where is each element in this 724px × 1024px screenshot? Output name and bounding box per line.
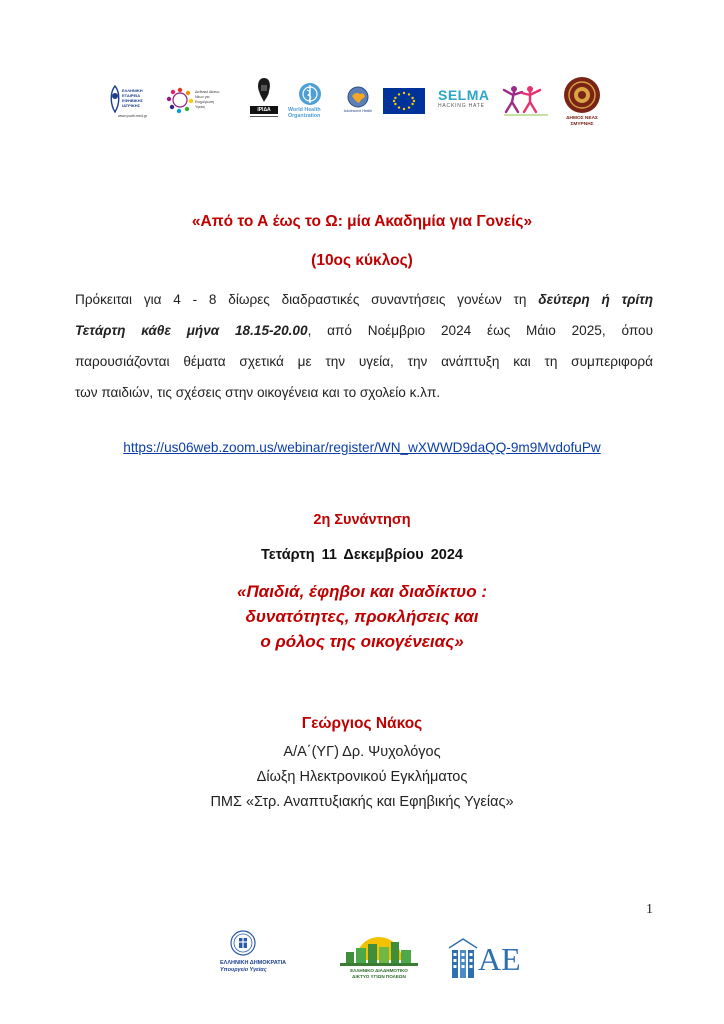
zoom-register-link[interactable]: https://us06web.zoom.us/webinar/register/WN_wXWWD9daQQ-9m9MvdofuPw [123,440,601,455]
greek-emblem-icon [230,930,256,956]
city-skyline-icon [336,930,422,966]
meeting-topic: «Παιδιά, έφηβοι και διαδίκτυο : δυνατότητες, προκλήσεις και ο ρόλος της οικογένειας» [237,582,487,651]
irida-logo: ΙΡΙΔΑ [244,76,284,122]
eeei-url: www.youth-med.gr [118,114,147,118]
cycle-label: (10ος κύκλος) [311,252,413,269]
figures-logo [500,84,552,120]
jumping-figures-icon [500,84,552,118]
statue-head-icon [254,76,274,104]
people-circle-icon [166,86,194,114]
meeting-label: 2η Συνάντηση [313,512,411,528]
hellenic-republic-logo: ΕΛΛΗΝΙΚΗ ΔΗΜΟΚΡΑΤΙΑ Υπουργείο Υγείας [220,930,312,986]
meeting-date: Τετάρτη 11 Δεκεμβρίου 2024 [261,547,463,563]
selma-logo: SELMA HACKING HATE [438,87,490,109]
speaker-name: Γεώργιος Νάκος [301,715,423,732]
eeei-logo: ΕΛΛΗΝΙΚΗ ΕΤΑΙΡΕΙΑ ΕΦΗΒΙΚΗΣ ΙΑΤΡΙΚΗΣ www.youth-med.gr [108,82,158,122]
ae-logo: ΑΕ [446,934,524,984]
healthy-cities-logo: ΕΛΛΗΝΙΚΟ ΔΙΑΔΗΜΟΤΙΚΟ ΔΙΚΤΥΟ ΥΓΙΩΝ ΠΟΛΕΩΝ [336,930,422,986]
page-title: «Από το Α έως το Ω: μία Ακαδημία για Γονείς» [191,213,533,230]
bottom-logo-strip [220,930,530,986]
globe-icon [347,86,369,108]
who-logo: World Health Organization [288,82,338,124]
eeei-emblem-icon [108,84,122,114]
intro-line-2: Τετάρτη κάθε μήνα 18.15-20.00, από Νοέμβριο 2024 έως Μάιο 2025, όπου [75,323,654,338]
intro-paragraph [75,284,653,408]
speaker-info: Α/Α΄(ΥΓ) Δρ. Ψυχολόγος Δίωξη Ηλεκτρονικού Εγκλήματος ΠΜΣ «Στρ. Αναπτυξιακής και Εφηβικής Υγείας» [210,744,514,810]
adolescent-health-logo: Adolescent Health [340,86,376,122]
building-icon [446,936,480,980]
eu-flag-logo [383,88,425,114]
eu-stars-icon [383,88,425,114]
youth-network-logo: Διεθνικό Δίκτυο Νέων για Ενημέρωση Υγείας [166,84,226,120]
intro-line-1: Πρόκειται για 4 - 8 δίωρες διαδραστικές συναντήσεις γονέων τη δεύτερη ή τρίτη [75,292,653,307]
intro-line-3: παρουσιάζονται θέματα σχετικά με την υγεία, την ανάπτυξη και τη συμπεριφορά [75,354,653,369]
page-number: 1 [646,902,653,917]
intro-line-4: των παιδιών, τις σχέσεις στην οικογένεια και το σχολείο κ.λπ. [75,385,441,400]
municipal-seal-icon [563,76,601,114]
who-emblem-icon [298,82,322,106]
top-logo-strip [108,74,608,130]
nea-smyrni-logo: ΔΗΜΟΣ ΝΕΑΣ ΣΜΥΡΝΗΣ [559,76,605,132]
